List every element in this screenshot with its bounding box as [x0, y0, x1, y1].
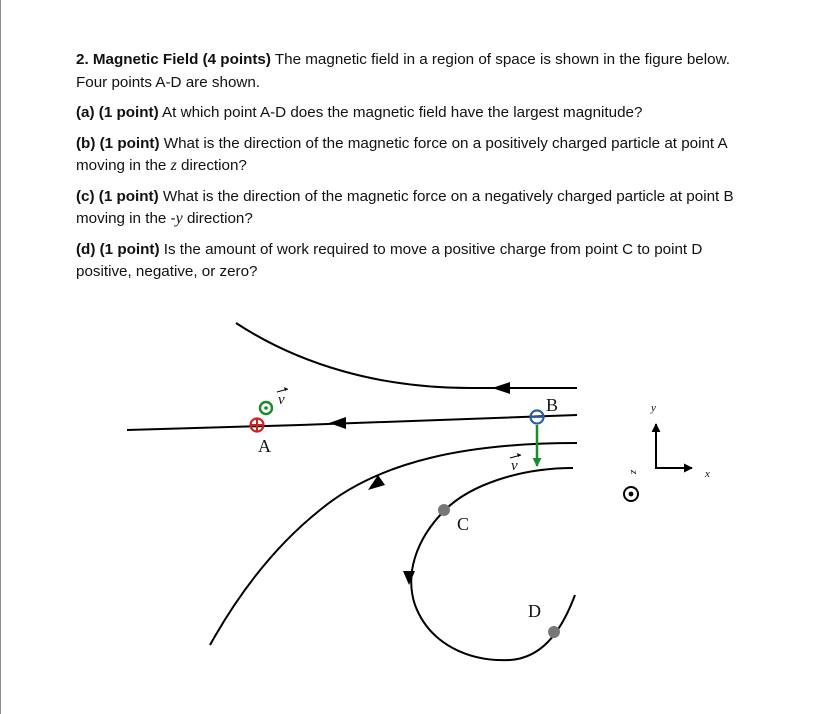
point-a-label: A: [258, 436, 271, 456]
velocity-symbol-a: v: [278, 392, 285, 408]
point-b-velocity-label: [510, 453, 521, 474]
point-a-into-page-icon: [251, 419, 264, 432]
point-d-dot: [548, 626, 560, 638]
field-line-lower-arrow: [368, 475, 385, 490]
problem-intro-text: The magnetic field in a region of space is shown in the figure below. Four points A-D are shown.: [76, 51, 730, 91]
y-axis-label: y: [651, 402, 656, 414]
part-d-label: (d) (1 point): [76, 240, 160, 258]
point-a-velocity-label: [277, 387, 288, 408]
part-c-label: (c) (1 point): [76, 187, 159, 205]
part-a-text: At which point A-D does the magnetic field have the largest magnitude?: [158, 104, 643, 121]
velocity-symbol-b: v: [511, 458, 518, 474]
part-a-label: (a) (1 point): [76, 104, 159, 121]
part-b-text: What is the direction of the magnetic force on a positively charged particle at point A moving in the: [76, 134, 727, 174]
part-c-text-end: direction?: [182, 210, 253, 227]
part-c-variable: y: [175, 210, 183, 227]
point-b-label: B: [546, 395, 559, 415]
field-line-top: [236, 323, 577, 388]
field-line-inner-arrow: [403, 571, 415, 585]
point-c-label: C: [457, 514, 470, 534]
problem-heading: 2. Magnetic Field (4 points): [76, 51, 271, 68]
part-b-variable: z: [170, 157, 177, 174]
x-axis-label: x: [705, 468, 710, 480]
field-line-middle: [127, 415, 577, 430]
field-line-middle-arrow: [329, 417, 346, 429]
point-d-label: D: [528, 601, 541, 621]
z-axis-label: z: [628, 470, 640, 475]
part-b-label: (b) (1 point): [76, 134, 160, 152]
z-out-of-page-icon: [624, 487, 638, 501]
coordinate-axes: [624, 402, 710, 501]
part-d-text: Is the amount of work required to move a positive charge from point C to point D positive, negative, or zero?: [76, 240, 703, 280]
part-b-text-end: direction?: [176, 157, 247, 174]
point-a-out-of-page-icon: [260, 402, 272, 414]
field-line-top-arrow: [492, 382, 510, 394]
point-b-marker: [531, 411, 544, 424]
point-c-dot: [438, 504, 450, 516]
part-c-text: What is the direction of the magnetic force on a negatively charged particle at point B moving in the -: [76, 187, 734, 227]
